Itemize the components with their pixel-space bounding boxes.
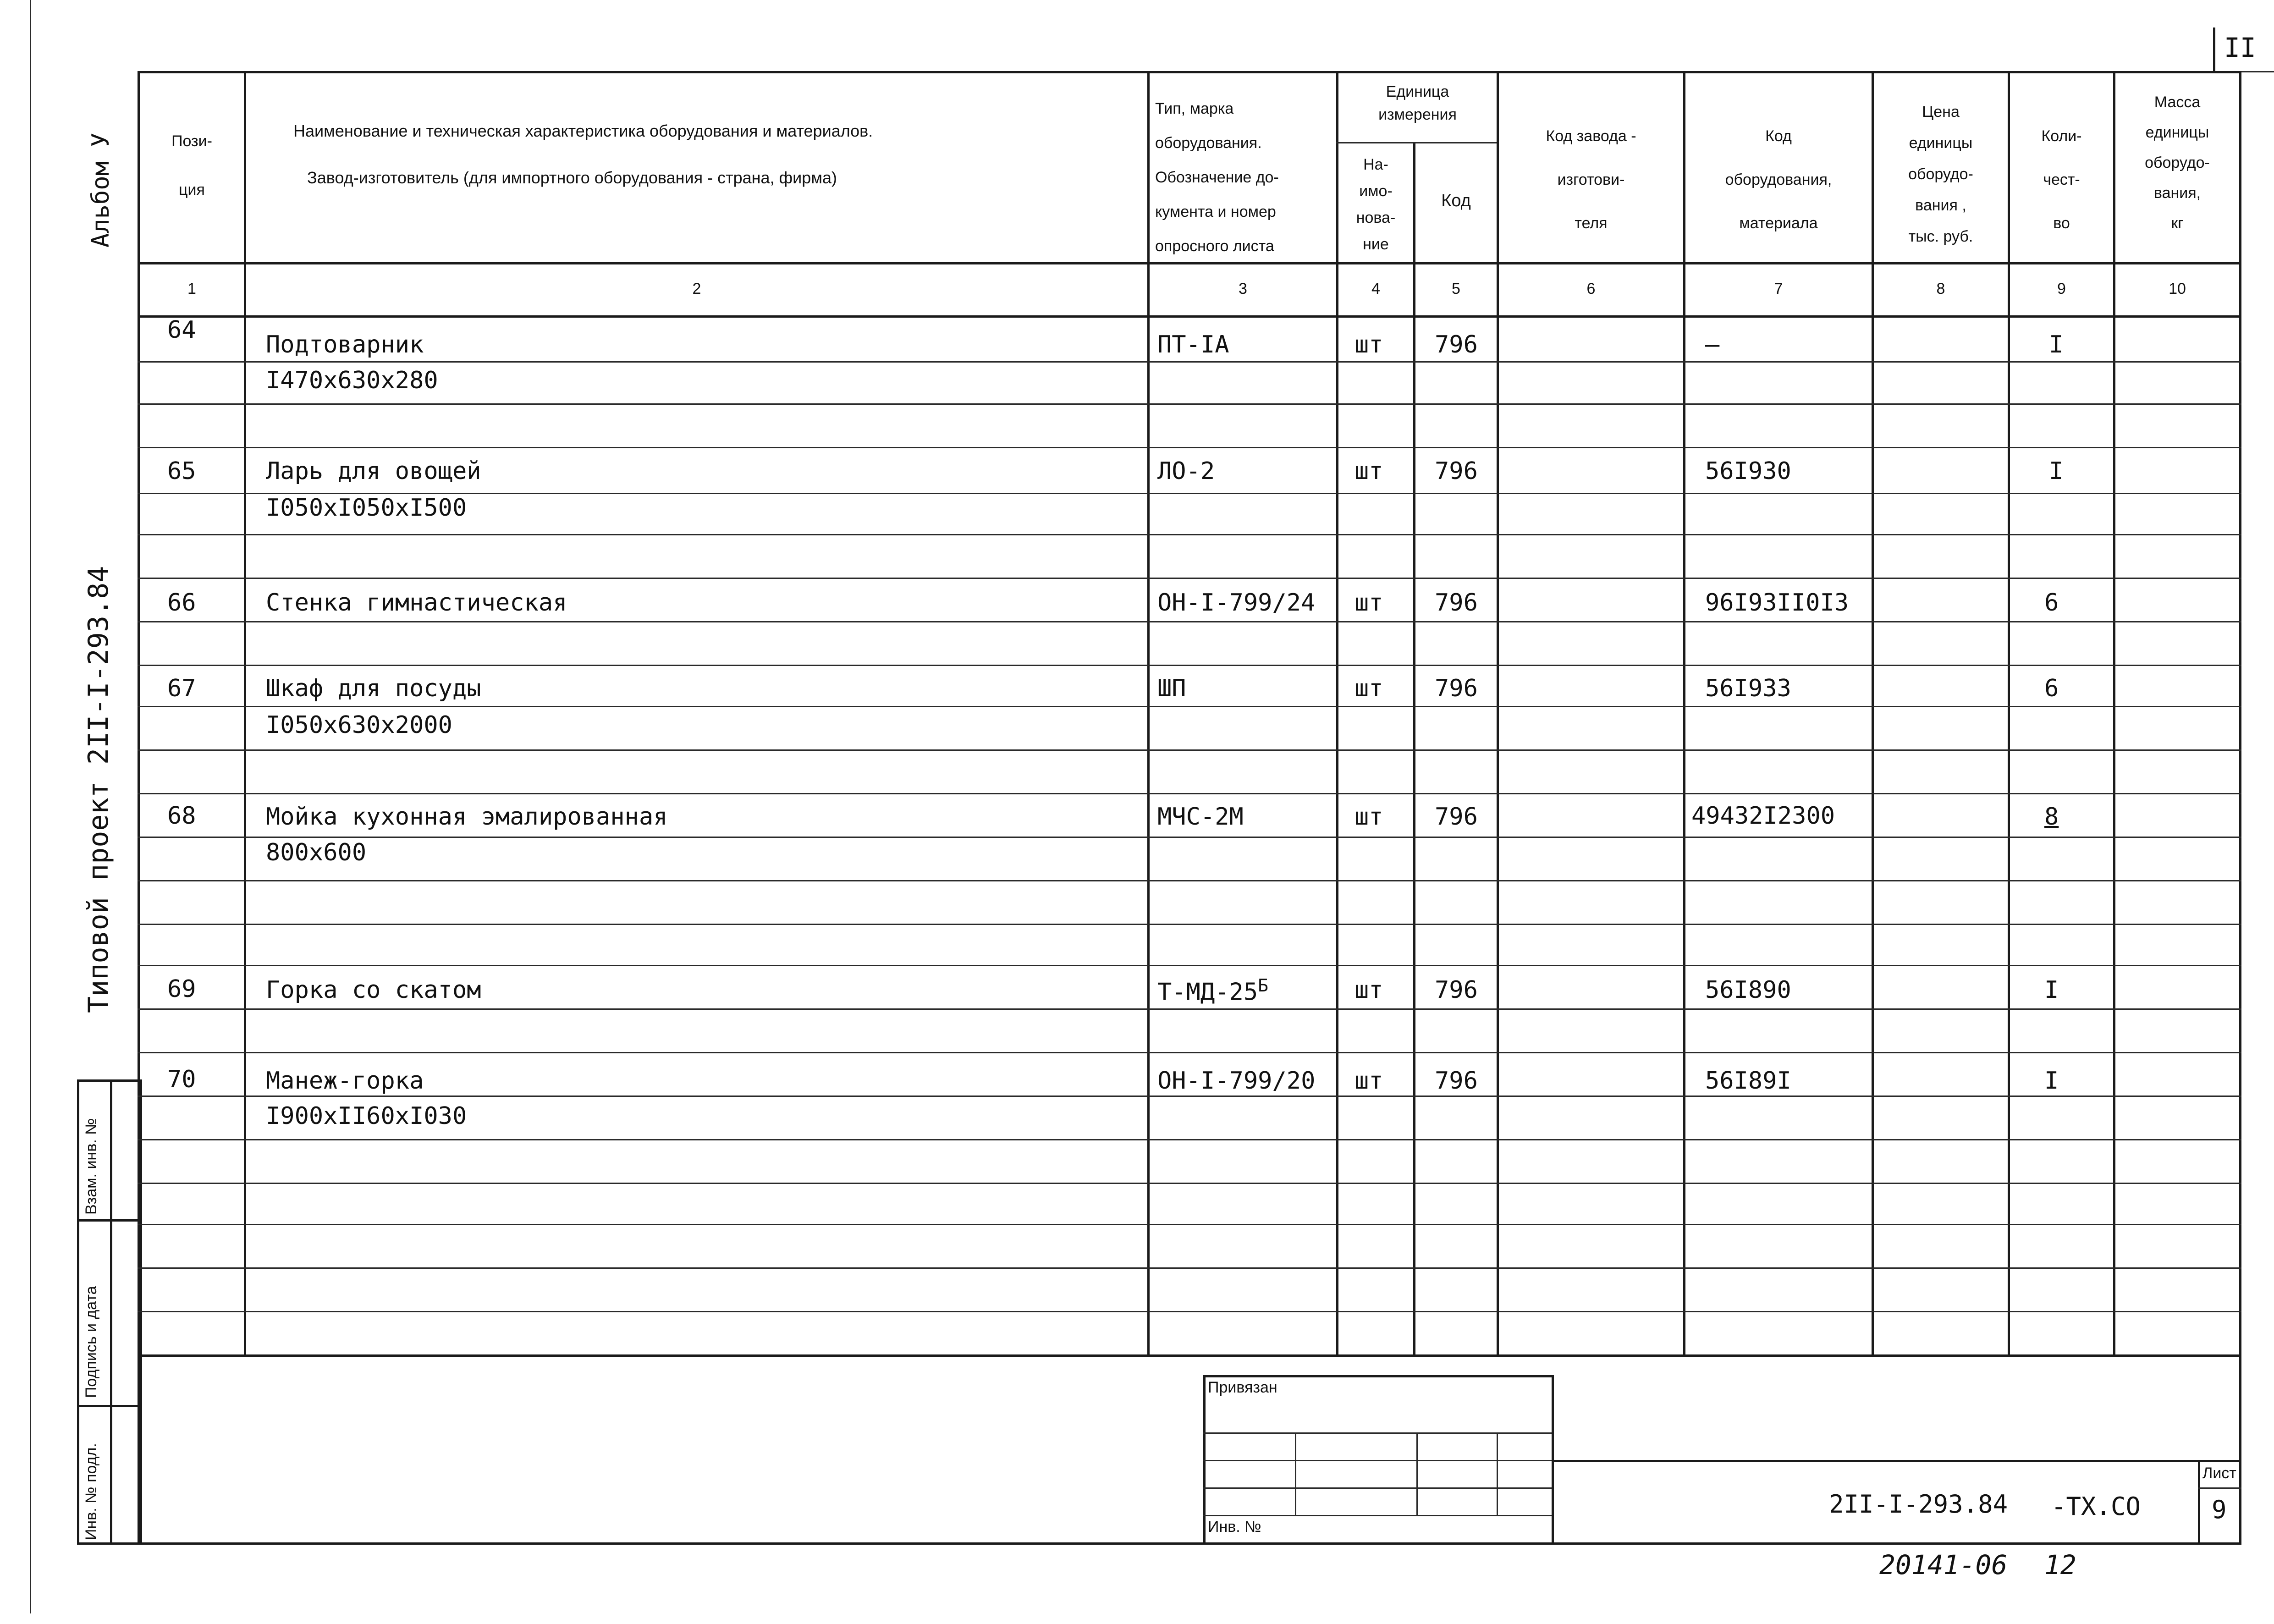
row-unit: шт (1354, 1067, 1383, 1095)
row-code: 796 (1435, 803, 1478, 831)
row-line (138, 1008, 2241, 1010)
row-line (138, 965, 2241, 966)
row-dims: 800x600 (266, 839, 367, 866)
colnum: 7 (1774, 280, 1783, 297)
inv-label: Инв. № (1208, 1518, 1261, 1536)
row-equip: 49432I2300 (1691, 802, 1835, 830)
col-sep (1336, 71, 1338, 1354)
colnum: 1 (187, 280, 196, 297)
row-line (138, 361, 2241, 363)
row-unit: шт (1354, 457, 1383, 485)
sheet-label: Лист (2202, 1464, 2236, 1482)
privyazan-box (1203, 1375, 1554, 1377)
colnum: 9 (2057, 280, 2066, 297)
table-bottom-border (138, 1354, 2241, 1357)
doc-code: 2II-I-293.84 (1829, 1490, 2008, 1519)
row-line (138, 403, 2241, 405)
row-dims: I050x630x2000 (266, 711, 452, 739)
row-type: ОН-I-799/24 (1157, 589, 1316, 617)
row-qty: I (2049, 331, 2064, 358)
row-name: Стенка гимнастическая (266, 589, 567, 617)
col-sep (2113, 71, 2115, 1354)
row-name: Манеж-горка (266, 1067, 424, 1095)
col-sep (244, 71, 246, 1354)
row-unit: шт (1354, 803, 1383, 831)
row-line (138, 447, 2241, 448)
row-type: ШП (1157, 675, 1186, 702)
stamp-border (77, 1542, 141, 1545)
row-qty: I (2044, 976, 2059, 1004)
header-qty: Коли- чест- во (2041, 127, 2082, 232)
header-pos: Пози- ция (171, 132, 212, 198)
corner-border (2213, 28, 2215, 71)
title-block-line (2198, 1487, 2241, 1489)
row-line (138, 1052, 2241, 1053)
row-code: 796 (1435, 457, 1478, 485)
album-label: Альбом У (87, 132, 115, 248)
header-unit: Единица измерения (1378, 83, 1457, 123)
stamp-border (77, 1219, 141, 1222)
privyazan-box (1203, 1375, 1206, 1542)
header-unit-code: Код (1441, 191, 1471, 210)
privyazan-box (1416, 1432, 1418, 1515)
row-code: 796 (1435, 675, 1478, 702)
stamp-replace-inv: Взам. инв. № (83, 1118, 100, 1215)
row-equip: 56I89I (1705, 1067, 1791, 1095)
col-sep (1147, 71, 1150, 1354)
header-name: Наименование и техническая характеристика оборудования и материалов. Завод-изготовитель (для импортного оборудования - страна, фирма) (293, 121, 873, 187)
colnum: 3 (1239, 280, 1247, 297)
sheet-number: 9 (2212, 1495, 2227, 1524)
sheet-bottom-border (138, 1542, 2241, 1545)
row-qty: I (2049, 457, 2064, 485)
table-top-border (138, 71, 2241, 73)
row-unit: шт (1354, 976, 1383, 1004)
row-line (138, 837, 2241, 838)
row-equip: 56I933 (1705, 675, 1791, 702)
row-equip: – (1705, 331, 1720, 358)
privyazan-box (1203, 1460, 1552, 1461)
row-name: Подтоварник (266, 331, 424, 358)
stamp-border (77, 1079, 79, 1545)
row-code: 796 (1435, 1067, 1478, 1095)
row-pos: 69 (167, 975, 196, 1003)
row-line (138, 924, 2241, 925)
row-line (138, 1139, 2241, 1140)
header-factory: Код завода - изготови- теля (1546, 127, 1636, 232)
row-name: Мойка кухонная эмалированная (266, 803, 668, 831)
row-unit: шт (1354, 675, 1383, 702)
row-line (138, 665, 2241, 666)
row-pos: 67 (167, 675, 196, 702)
privyazan-label: Привязан (1208, 1379, 1277, 1396)
archive-number: 20141-06 (1879, 1549, 2008, 1580)
row-pos: 68 (167, 802, 196, 830)
row-line (138, 749, 2241, 751)
col-sep (1413, 142, 1415, 1354)
colnum: 10 (2169, 280, 2186, 297)
stamp-border (110, 1079, 112, 1545)
row-code: 796 (1435, 331, 1478, 358)
row-code: 796 (1435, 589, 1478, 617)
row-equip: 56I890 (1705, 976, 1791, 1004)
row-unit: шт (1354, 331, 1383, 358)
col-sep (1497, 71, 1499, 1354)
row-equip: 96I93II0I3 (1705, 589, 1849, 617)
header-type: Тип, марка оборудования. Обозначение до- кумента и номер опросного листа (1155, 100, 1279, 255)
row-type: МЧС-2М (1157, 803, 1244, 831)
archive-page: 12 (2044, 1549, 2076, 1580)
row-type: ПТ-IА (1157, 331, 1229, 358)
row-line (138, 706, 2241, 707)
project-label: Типовой проект 2II-I-293.84 (83, 566, 115, 1013)
col-sep (1683, 71, 1685, 1354)
corner-sheet-number: II (2224, 32, 2256, 63)
row-line (138, 1183, 2241, 1184)
row-dims: I470x630x280 (266, 367, 438, 394)
colnum: 6 (1586, 280, 1596, 297)
row-type: ОН-I-799/20 (1157, 1067, 1316, 1095)
privyazan-box (1203, 1432, 1552, 1434)
stamp-sign-date: Подпись и дата (83, 1286, 100, 1398)
row-dims: I900xII60xI030 (266, 1102, 467, 1130)
colnum: 4 (1371, 280, 1380, 297)
row-line (138, 534, 2241, 535)
col-sep (2008, 71, 2010, 1354)
unit-subheader-line (1336, 142, 1497, 143)
row-qty: I (2044, 1067, 2059, 1095)
privyazan-box (1295, 1432, 1296, 1515)
colnum: 5 (1452, 280, 1460, 297)
row-qty: 6 (2044, 675, 2059, 702)
row-code: 796 (1435, 976, 1478, 1004)
colnum: 2 (692, 280, 701, 297)
table-right-border (2239, 71, 2241, 1545)
row-pos: 64 (167, 316, 196, 344)
row-equip: 56I930 (1705, 457, 1791, 485)
privyazan-box (1203, 1515, 1552, 1516)
col-sep (1872, 71, 1874, 1354)
row-qty: 6 (2044, 589, 2059, 617)
row-pos: 66 (167, 589, 196, 617)
privyazan-box (1203, 1487, 1552, 1489)
row-type: ЛО-2 (1157, 457, 1215, 485)
row-line (138, 1267, 2241, 1269)
binding-margin-line (30, 0, 31, 1613)
row-pos: 65 (167, 457, 196, 485)
row-line (138, 1311, 2241, 1312)
header-equip-code: Код оборудования, материала (1725, 127, 1832, 232)
doc-suffix: -ТХ.СО (2051, 1492, 2141, 1521)
row-line (138, 578, 2241, 579)
stamp-border (77, 1405, 141, 1407)
row-unit: шт (1354, 589, 1383, 617)
title-block-line (2198, 1460, 2200, 1542)
stamp-border (77, 1079, 141, 1082)
row-name: Шкаф для посуды (266, 675, 481, 702)
row-dims: I050xI050xI500 (266, 494, 467, 522)
row-line (138, 1096, 2241, 1097)
row-line (138, 1224, 2241, 1225)
header-price: Цена единицы оборудо- вания , тыс. руб. (1908, 103, 1973, 245)
title-block-line (1552, 1460, 2241, 1462)
row-line (138, 793, 2241, 794)
header-unit-name: На- имо- нова- ние (1356, 156, 1396, 253)
header-mass: Масса единицы оборудо- вания, кг (2145, 94, 2210, 232)
row-name: Горка со скатом (266, 976, 481, 1004)
row-type: $Т-МД-25^Б$ (1157, 975, 1269, 1006)
row-name: Ларь для овощей (266, 457, 481, 485)
colnum-bottom-border (138, 315, 2241, 318)
privyazan-box (1497, 1432, 1498, 1515)
row-line (138, 621, 2241, 622)
row-line (138, 880, 2241, 881)
colnum: 8 (1936, 280, 1945, 297)
row-qty: 8 (2044, 803, 2059, 831)
row-pos: 70 (167, 1066, 196, 1093)
stamp-orig-inv: Инв. № подл. (83, 1443, 100, 1540)
privyazan-box (1552, 1375, 1554, 1542)
